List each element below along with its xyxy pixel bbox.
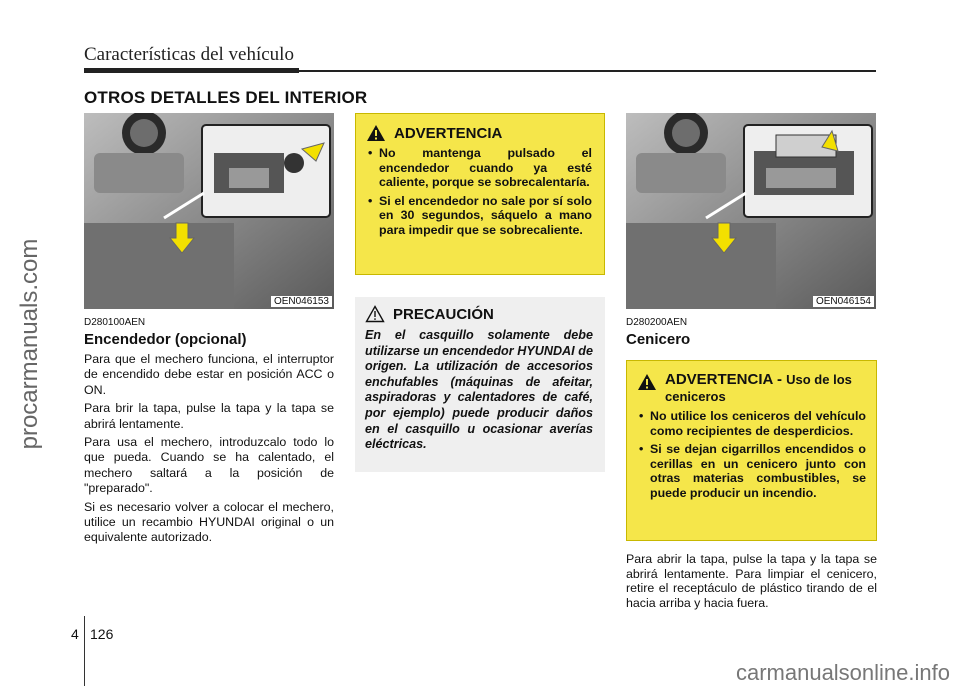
warning-item: • No utilice los ceniceros del vehículo como recipientes de desperdicios. (637, 409, 866, 438)
ref-code: D280100AEN (84, 317, 146, 328)
header-rule (84, 70, 876, 72)
caution-header (365, 305, 593, 323)
warning-title-suffix: Uso de los ceniceros (665, 372, 852, 404)
warning-item: • No mantenga pulsado el encendedor cuando ya esté caliente, porque se sobrecalentaría. (366, 146, 592, 190)
paragraph: Para brir la tapa, pulse la tapa y la tapa se abrirá lentamente. (84, 401, 334, 431)
paragraph: Para usa el mechero, introduzcalo todo lo que pueda. Cuando se ha calentado, el mechero saltará a la posición de "preparado". (84, 435, 334, 496)
ashtray-warning-box (626, 360, 877, 541)
lighter-photo (84, 113, 334, 309)
warning-icon (637, 373, 657, 391)
lighter-title: Encendedor (opcional) (84, 331, 247, 348)
page-number: 126 (90, 626, 114, 642)
chapter-number: 4 (71, 626, 79, 642)
page-separator (84, 616, 85, 686)
warning-item: • Si el encendedor no sale por sí solo en 30 segundos, sáquelo a mano para impedir que se sobrecaliente. (366, 194, 592, 238)
warning-list (366, 146, 592, 238)
caution-icon (365, 305, 385, 323)
ashtray-warning-header (637, 371, 866, 405)
lighter-text (84, 352, 334, 549)
paragraph: Si es necesario volver a colocar el mechero, utilice un recambio HYUNDAI original o un equivalente autorizado. (84, 499, 334, 545)
section-title: OTROS DETALLES DEL INTERIOR (84, 88, 368, 107)
header-title: Características del vehículo (84, 44, 294, 65)
image-code: OEN046154 (813, 296, 874, 307)
warning-title: ADVERTENCIA - (665, 371, 787, 388)
ref-code: D280200AEN (626, 317, 688, 328)
ashtray-text: Para abrir la tapa, pulse la tapa y la tapa se abrirá lentamente. Para limpiar el cenicero, retire el receptáculo de plástico tirando de el hacia arriba y hacia fuera. (626, 552, 877, 610)
ashtray-warning-list (637, 409, 866, 501)
ashtray-warning-heading (665, 371, 866, 405)
warning-icon (366, 124, 386, 142)
warning-title: ADVERTENCIA (394, 124, 503, 142)
warning-box (355, 113, 605, 275)
caution-title: PRECAUCIÓN (393, 305, 494, 323)
caution-text: En el casquillo solamente debe utilizarse un encendedor HYUNDAI de origen. La utilización de accesorios enchufables (máquinas de afeitar, aspiradoras y calentadores de café, por ejemplo) puede producir daños en el casquillo u ocasionar averías eléctricas. (365, 328, 593, 452)
side-watermark: procarmanuals.com (16, 238, 43, 450)
warning-item: • Si se dejan cigarrillos encendidos o cerillas en un cenicero junto con otras materias combustibles, se puede producir un incendio. (637, 442, 866, 500)
warning-header (366, 124, 592, 142)
paragraph: Para que el mechero funciona, el interruptor de encendido debe estar en posición ACC o ON. (84, 352, 334, 397)
ashtray-title: Cenicero (626, 331, 691, 348)
footer-watermark: carmanualsonline.info (735, 660, 950, 685)
ashtray-photo (626, 113, 876, 309)
caution-box (355, 297, 605, 472)
image-code: OEN046153 (271, 296, 332, 307)
